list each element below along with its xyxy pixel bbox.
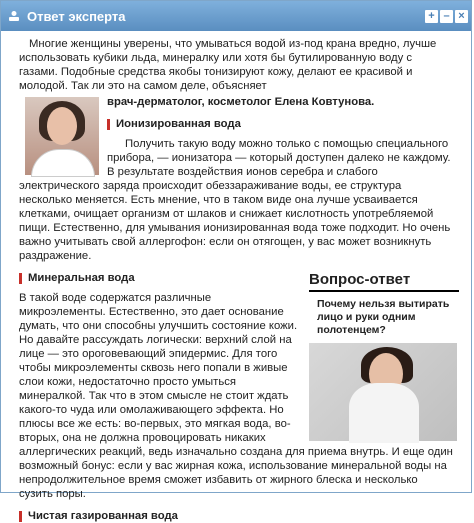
section-marker <box>19 273 22 284</box>
intro-paragraph-1: Многие женщины уверены, что умываться водой из-под крана вредно, лучше использовать кубики льда, минералку или хотя бы бутилированную воду с газами. Подобные средства якобы тонизируют кожу, делают ее красивой и молодой. Так ли это на самом деле, объясняет <box>19 38 437 92</box>
section-title-sparkling: Чистая газированная вода <box>19 509 453 523</box>
section-text-mineral: В такой воде содержатся различные микроэлементы. Естественно, это дает основание думать, что они способны улучшить состояние кожи. Но давайте рассуждать логически: верхний слой на лице — это ороговевающий эпидермис. Для того чтобы микроэлементы сквозь него попали в живые слои кожи, недостаточно просто умыться минералкой. Так что в этом смысле не стоит ждать какого-то чуда или омолаживающего эффекта. Но плюсы все же есть: во-первых, это мягкая вода, во-вторых, она не должна провоцировать никаких аллергических реакций, ведь изначально создана для приема внутрь. И еще один возможный бонус: если у вас жирная кожа, использование минеральной воды на непродолжительное время сможет избавить от жирного блеска и несколько сузить поры. <box>19 292 453 500</box>
section-title-mineral: Минеральная вода <box>19 271 299 285</box>
expert-name: врач-дерматолог, косметолог Елена Ковтунова. <box>107 96 375 108</box>
user-icon <box>7 9 21 23</box>
panel-header <box>1 1 471 31</box>
section-marker <box>107 119 110 130</box>
qa-photo[interactable] <box>309 343 457 441</box>
qa-widget[interactable] <box>309 273 459 441</box>
collapse-button[interactable]: – <box>440 10 453 23</box>
expand-button[interactable]: + <box>425 10 438 23</box>
section-title-ionized: Ионизированная вода <box>107 117 453 131</box>
qa-question-link[interactable]: Почему нельзя вытирать лицо и руки одним полотенцем? <box>317 298 450 336</box>
section-text-ionized: Получить такую воду можно только с помощью специального прибора, — ионизатора — который доступен далеко не каждому. В результате воздействия ионов серебра и слабого электрического заряда происходит обеззараживание воды, ее структура несколько меняется. Есть мнение, что в таком виде она лучше усваивается клетками, очищает организм от шлаков и снижает кислотность употребляемой пищи. Естественно, для умывания ионизированная вода тоже подходит. Но очень важно учитывать свой аллергофон: если он отягощен, у вас может возникнуть раздражение. <box>19 138 451 262</box>
article-content <box>1 31 471 523</box>
expert-photo <box>25 97 99 175</box>
qa-title: Вопрос-ответ <box>309 273 459 292</box>
section-marker <box>19 511 22 522</box>
panel-title: Ответ эксперта <box>27 8 126 24</box>
close-button[interactable]: × <box>455 10 468 23</box>
